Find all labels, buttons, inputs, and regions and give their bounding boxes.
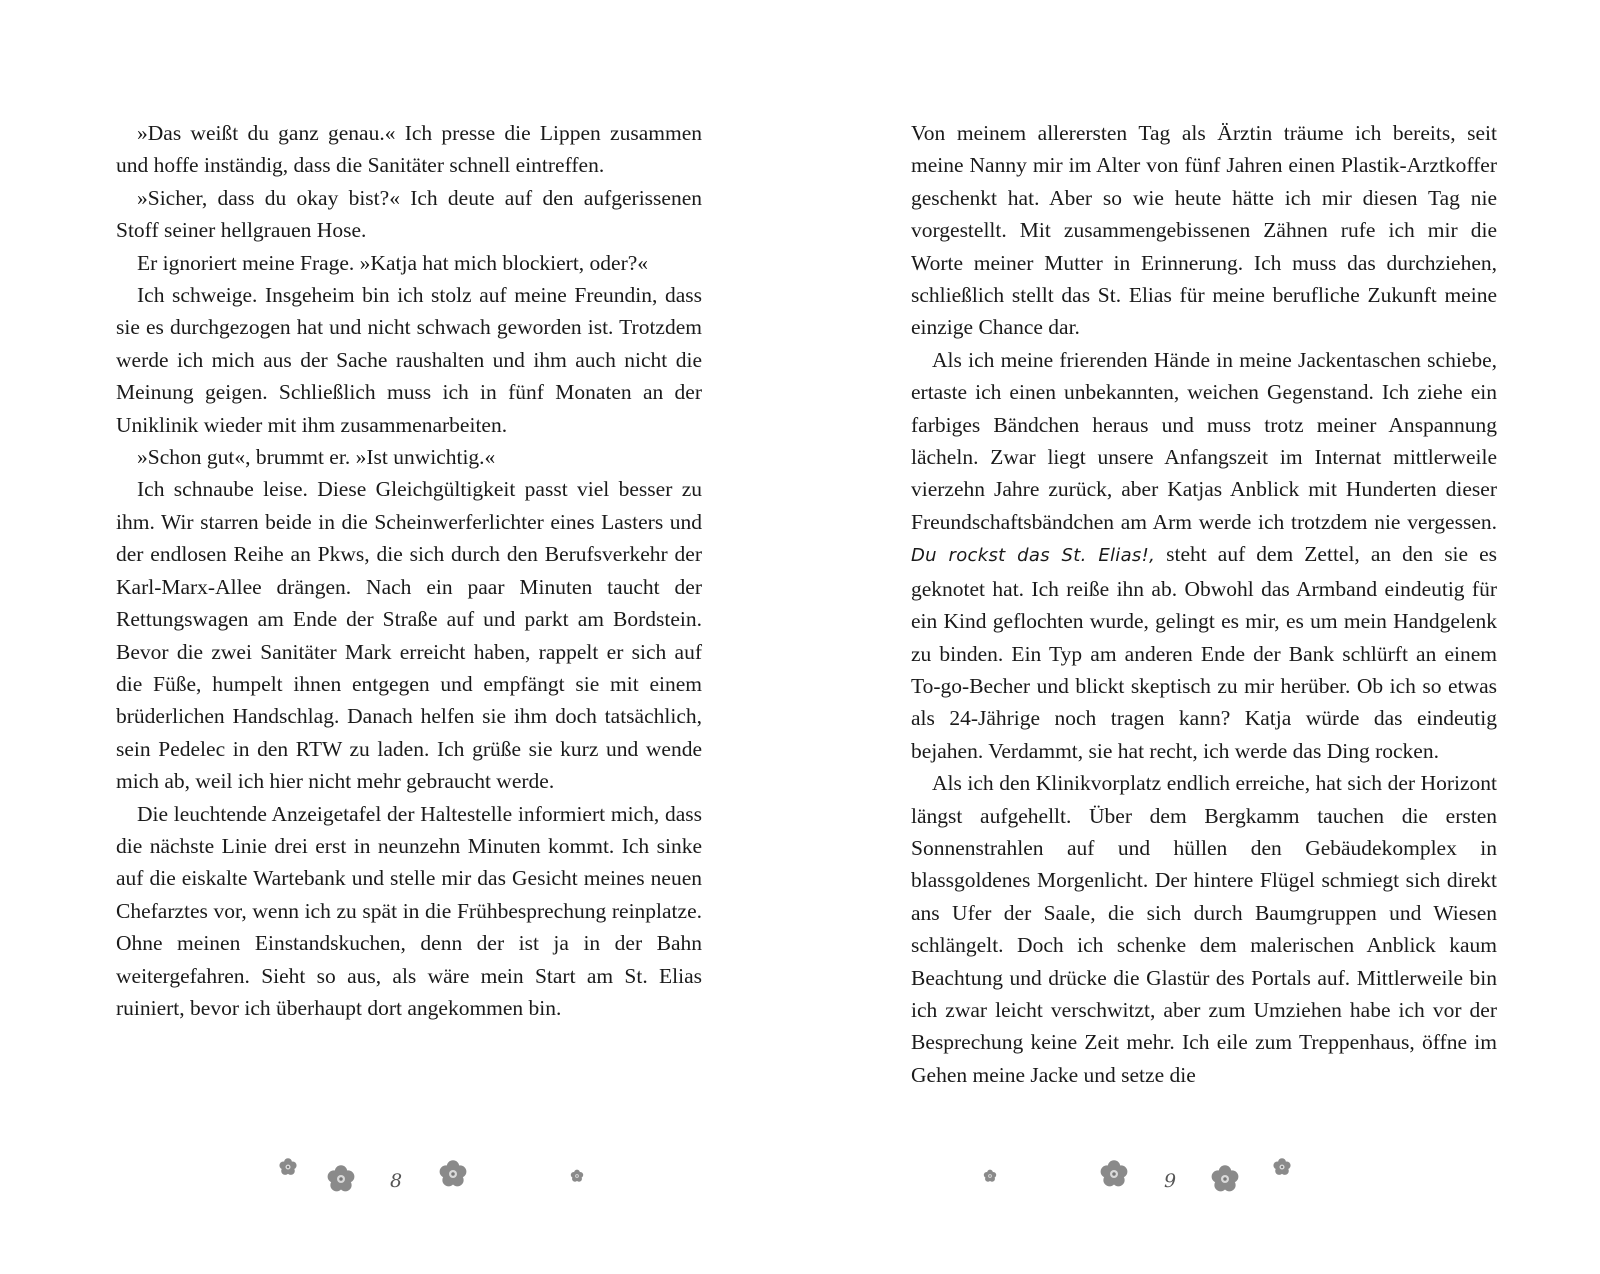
flower-icon (569, 1168, 585, 1184)
paragraph (911, 344, 1497, 767)
page-number: 8 (390, 1170, 403, 1192)
flower-icon (982, 1168, 998, 1184)
paragraph: Als ich den Klinikvorplatz endlich erreiche, hat sich der Horizont längst aufgehellt. Über dem Bergkamm tauchen die ersten Sonnenstrahlen auf und hüllen den Gebäudekomplex in blassgoldenes Morgenlicht. Der hintere Flügel schmiegt sich direkt ans Ufer der Saale, die sich durch Baumgruppen und Wiesen schlängelt. Doch ich schenke dem malerischen Anblick kaum Beachtung und drücke die Glastür des Portals auf. Mittlerweile bin ich zwar leicht verschwitzt, aber zum Umziehen habe ich vor der Besprechung keine Zeit mehr. Ich eile zum Treppenhaus, öffne im Gehen meine Jacke und setze die (911, 771, 1497, 1087)
page-footer (800, 1156, 1600, 1216)
right-page-text (911, 117, 1497, 1091)
paragraph: Von meinem allerersten Tag als Ärztin träume ich bereits, seit meine Nanny mir im Alter von fünf Jahren einen Plastik-Arztkoffer geschenkt hat. Aber so wie heute hätte ich mir diesen Tag nie vorgestellt. Mit zusammengebissenen Zähnen rufe ich mir die Worte meiner Mutter in Erinnerung. Ich muss das durchziehen, schließlich stellt das St. Elias für meine berufliche Zukunft meine einzige Chance dar. (911, 121, 1497, 340)
flower-icon (326, 1164, 356, 1194)
paragraph: Er ignoriert meine Frage. »Katja hat mich blockiert, oder?« (137, 250, 649, 275)
flower-icon (277, 1156, 299, 1178)
paragraph: Die leuchtende Anzeigetafel der Haltestelle informiert mich, dass die nächste Linie drei erst in neunzehn Minuten kommt. Ich sinke auf die eiskalte Wartebank und stelle mir das Gesicht meines neuen Chefarztes vor, wenn ich zu spät in die Frühbesprechung reinplatze. Ohne meinen Einstandskuchen, denn der ist ja in der Bahn weitergefahren. Sieht so aus, als wäre mein Start am St. Elias ruiniert, bevor ich überhaupt dort angekommen bin. (116, 801, 702, 1020)
paragraph: Ich schweige. Insgeheim bin ich stolz auf meine Freundin, dass sie es durchgezogen hat und nicht schwach geworden ist. Trotzdem werde ich mich aus der Sache raushalten und ihm auch nicht die Meinung geigen. Schließlich muss ich in fünf Monaten an der Uniklinik wieder mit ihm zusammenarbeiten. (116, 283, 702, 437)
paragraph: »Das weißt du ganz genau.« Ich presse die Lippen zusammen und hoffe inständig, dass die Sanitäter schnell eintreffen. (116, 121, 702, 178)
flower-icon (1271, 1156, 1293, 1178)
page-number: 9 (1164, 1170, 1177, 1192)
handwritten-note: Du rockst das St. Elias!, (911, 545, 1156, 567)
flower-icon (1210, 1164, 1240, 1194)
paragraph-text: steht auf dem Zettel, an den sie es geknotet hat. Ich reiße ihn ab. Obwohl das Armband eindeutig für ein Kind geflochten wurde, gelingt es mir, es um mein Handgelenk zu binden. Ein Typ am anderen Ende der Bank schlürft an einem To-go-Becher und blickt skeptisch zu mir herüber. Ob ich so etwas als 24-Jährige noch tragen kann? Katja würde das eindeutig bejahen. Verdammt, sie hat recht, ich werde das Ding rocken. (911, 542, 1497, 763)
right-page (800, 0, 1600, 1274)
flower-icon (1099, 1159, 1129, 1189)
paragraph: Ich schnaube leise. Diese Gleichgültigkeit passt viel besser zu ihm. Wir starren beide in die Scheinwerferlichter eines Lasters und der endlosen Reihe an Pkws, die sich durch den Berufsverkehr der Karl-Marx-Allee drängen. Nach ein paar Minuten taucht der Rettungswagen am Ende der Straße auf und parkt am Bordstein. Bevor die zwei Sanitäter Mark erreicht haben, rappelt er sich auf die Füße, humpelt ihnen entgegen und empfängt sie mit einem brüderlichen Handschlag. Danach helfen sie ihm doch tatsächlich, sein Pedelec in den RTW zu laden. Ich grüße sie kurz und wende mich ab, weil ich hier nicht mehr gebraucht werde. (116, 477, 702, 794)
flower-icon (438, 1159, 468, 1189)
page-footer (0, 1156, 800, 1216)
left-page-text (116, 117, 702, 1024)
paragraph-text: Als ich meine frierenden Hände in meine Jackentaschen schiebe, ertaste ich einen unbekannten, weichen Gegenstand. Ich ziehe ein farbiges Bändchen heraus und muss trotz meiner Anspannung lächeln. Zwar liegt unsere Anfangszeit im Internat mittlerweile vierzehn Jahre zurück, aber Katjas Anblick mit Hunderten dieser Freundschaftsbändchen am Arm werde ich trotzdem nie vergessen. (911, 347, 1497, 534)
paragraph: »Schon gut«, brummt er. »Ist unwichtig.« (137, 445, 496, 470)
paragraph: »Sicher, dass du okay bist?« Ich deute auf den aufgerissenen Stoff seiner hellgrauen Hose. (116, 185, 702, 243)
